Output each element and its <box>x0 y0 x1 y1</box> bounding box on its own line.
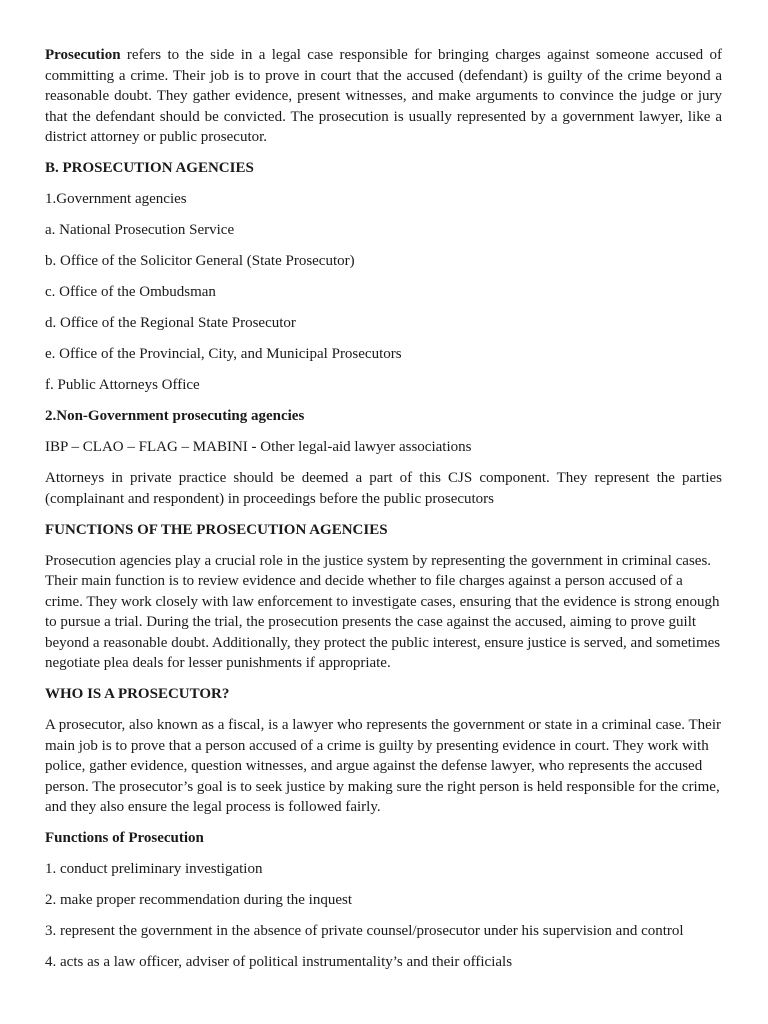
gov-agency-item: b. Office of the Solicitor General (State Prosecutor) <box>45 253 355 269</box>
intro-paragraph <box>45 45 722 148</box>
gov-agency-item: a. National Prosecution Service <box>45 222 235 238</box>
function-item: 1. conduct preliminary investigation <box>45 861 263 877</box>
function-item: 2. make proper recommendation during the inquest <box>45 892 352 908</box>
intro-term: Prosecution <box>45 47 121 63</box>
prosecutor-paragraph: A prosecutor, also known as a fiscal, is a lawyer who represents the government or state in a criminal case. Their main job is to prove that a person accused of a crime is guilty by presenting evidence in court. They work with police, gather evidence, question witnesses, and argue against the defense lawyer, who represents the accused person. The prosecutor’s goal is to seek justice by making sure the right person is held responsible for the crime, and they also ensure the legal process is followed fairly. <box>45 717 721 815</box>
private-practice-note: Attorneys in private practice should be deemed a part of this CJS component. They represent the parties (complainant and respondent) in proceedings before the public prosecutors <box>45 470 722 507</box>
gov-agency-item: c. Office of the Ombudsman <box>45 284 216 300</box>
gov-agency-item: f. Public Attorneys Office <box>45 377 200 393</box>
function-item: 3. represent the government in the absence of private counsel/prosecutor under his supervision and control <box>45 923 684 939</box>
nongov-agencies-heading: 2.Non-Government prosecuting agencies <box>45 408 305 424</box>
intro-text: refers to the side in a legal case responsible for bringing charges against someone accused of committing a crime. Their job is to prove in court that the accused (defendant) is guilty of the crime beyond a reasonable doubt. They gather evidence, present witnesses, and make arguments to convince the judge or jury that the defendant should be convicted. The prosecution is usually represented by a government lawyer, like a district attorney or public prosecutor. <box>45 47 722 145</box>
agencies-heading: B. PROSECUTION AGENCIES <box>45 160 254 176</box>
nongov-agencies-line: IBP – CLAO – FLAG – MABINI - Other legal-aid lawyer associations <box>45 439 472 455</box>
gov-agencies-heading: 1.Government agencies <box>45 191 187 207</box>
gov-agency-item: e. Office of the Provincial, City, and Municipal Prosecutors <box>45 346 402 362</box>
document-page <box>45 45 722 983</box>
gov-agency-item: d. Office of the Regional State Prosecutor <box>45 315 296 331</box>
functions-heading: Functions of Prosecution <box>45 830 204 846</box>
prosecutor-heading: WHO IS A PROSECUTOR? <box>45 686 230 702</box>
functions-agencies-heading: FUNCTIONS OF THE PROSECUTION AGENCIES <box>45 521 388 538</box>
function-item: 4. acts as a law officer, adviser of political instrumentality’s and their officials <box>45 954 513 970</box>
functions-agencies-paragraph: Prosecution agencies play a crucial role in the justice system by representing the government in criminal cases. Their main function is to review evidence and decide whether to file charges against a person accused of a crime. They work closely with law enforcement to investigate cases, ensuring that the evidence is strong enough to pursue a trial. During the trial, the prosecution presents the case against the accused, aiming to prove guilt beyond a reasonable doubt. Additionally, they protect the public interest, ensure justice is served, and sometimes negotiate plea deals for lesser punishments if appropriate. <box>45 552 721 671</box>
